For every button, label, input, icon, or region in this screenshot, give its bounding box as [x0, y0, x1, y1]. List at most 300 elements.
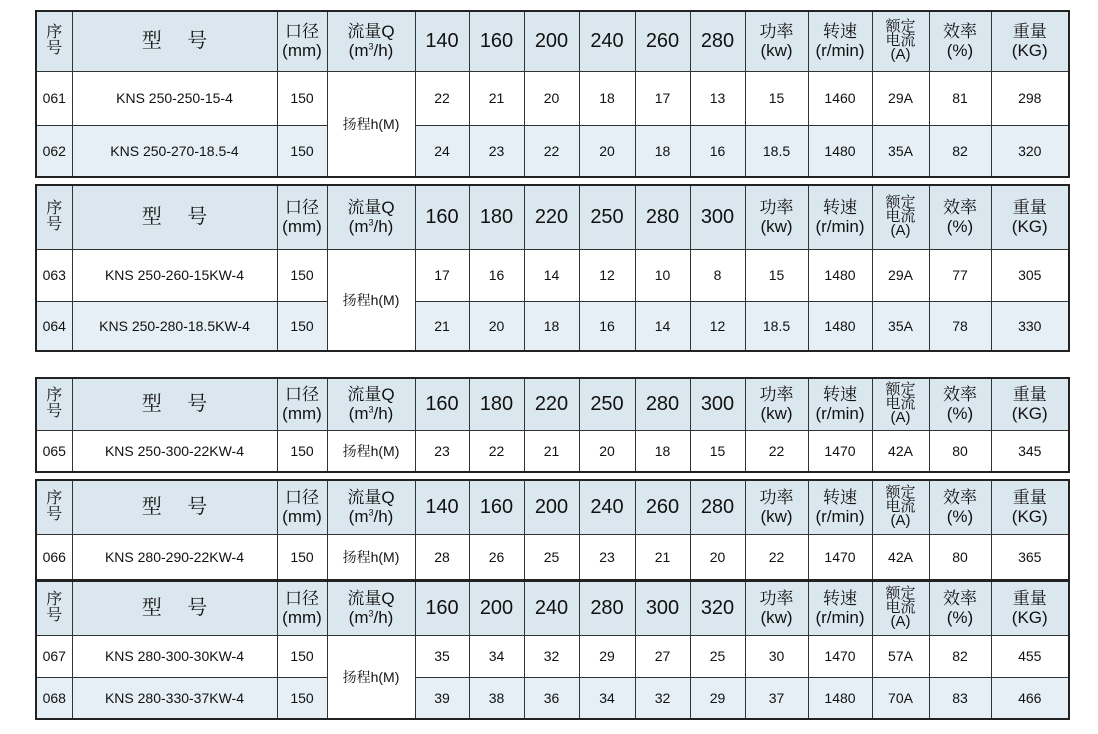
header-model: 型 号 [72, 581, 277, 635]
spec-table [35, 184, 1070, 352]
lift-label: 扬程h(M) [327, 249, 415, 351]
head-value: 18 [524, 301, 579, 351]
header-caliber-line: 口径 [285, 488, 319, 508]
efficiency-cell: 80 [929, 534, 991, 580]
header-flow [327, 185, 415, 249]
header-speed-line: (r/min) [815, 404, 865, 424]
head-value: 21 [415, 301, 469, 351]
header-caliber [277, 11, 327, 71]
head-value: 17 [635, 71, 690, 125]
header-seq [36, 378, 72, 430]
flow-unit-exp: 3 [368, 404, 374, 415]
weight-cell: 466 [991, 677, 1069, 719]
power-cell: 15 [745, 71, 808, 125]
spec-table [35, 580, 1070, 720]
efficiency-cell: 82 [929, 635, 991, 677]
caliber-cell: 150 [277, 635, 327, 677]
spec-table [35, 10, 1070, 178]
flow-value: 300 [635, 581, 690, 635]
header-speed [808, 11, 872, 71]
flow-value: 260 [635, 480, 690, 534]
flow-value: 280 [690, 11, 745, 71]
model-cell: KNS 250-270-18.5-4 [72, 125, 277, 177]
header-flow-title: 流量Q [347, 22, 395, 42]
head-value: 8 [690, 249, 745, 301]
model-cell: KNS 250-250-15-4 [72, 71, 277, 125]
header-power-line: (kw) [760, 507, 793, 527]
current-cell: 29A [872, 249, 929, 301]
header-speed [808, 480, 872, 534]
head-value: 18 [579, 71, 635, 125]
head-value: 12 [690, 301, 745, 351]
header-model: 型 号 [72, 378, 277, 430]
flow-value: 280 [579, 581, 635, 635]
speed-cell: 1480 [808, 249, 872, 301]
flow-value: 240 [579, 480, 635, 534]
header-seq-line: 号 [46, 216, 63, 234]
flow-unit-b: /h) [373, 404, 394, 424]
table-row [36, 125, 1069, 177]
flow-value: 320 [690, 581, 745, 635]
header-current-line: 电流 [885, 395, 916, 413]
spec-table-block [35, 479, 1068, 581]
lift-label: 扬程h(M) [327, 71, 415, 177]
header-caliber-line: (mm) [282, 507, 322, 527]
head-value: 20 [524, 71, 579, 125]
table-row [36, 430, 1069, 472]
head-value: 32 [635, 677, 690, 719]
head-value: 28 [415, 534, 469, 580]
current-cell: 35A [872, 125, 929, 177]
head-value: 21 [524, 430, 579, 472]
header-speed [808, 378, 872, 430]
header-efficiency-line: (%) [946, 404, 974, 424]
header-power [745, 185, 808, 249]
header-weight-line: 重量 [1012, 198, 1047, 218]
table-row [36, 301, 1069, 351]
header-speed-line: 转速 [823, 385, 857, 405]
flow-value: 160 [469, 11, 524, 71]
head-value: 20 [579, 430, 635, 472]
model-cell: KNS 250-300-22KW-4 [72, 430, 277, 472]
head-value: 15 [690, 430, 745, 472]
header-speed-line: 转速 [823, 589, 857, 609]
head-value: 20 [690, 534, 745, 580]
header-flow [327, 480, 415, 534]
header-caliber-line: 口径 [285, 385, 319, 405]
header-power-line: (kw) [760, 217, 793, 237]
flow-unit-a: (m [348, 608, 369, 628]
header-weight-line: 重量 [1012, 22, 1047, 42]
flow-unit-a: (m [348, 507, 369, 527]
header-speed-line: 转速 [823, 488, 857, 508]
head-value: 21 [469, 71, 524, 125]
header-current [872, 581, 929, 635]
spec-table-block [35, 10, 1068, 178]
caliber-cell: 150 [277, 677, 327, 719]
current-cell: 57A [872, 635, 929, 677]
header-power-line: 功率 [759, 488, 794, 508]
header-current-line: 额定 [885, 381, 916, 399]
efficiency-cell: 78 [929, 301, 991, 351]
efficiency-cell: 77 [929, 249, 991, 301]
head-value: 23 [469, 125, 524, 177]
head-value: 38 [469, 677, 524, 719]
weight-cell: 298 [991, 71, 1069, 125]
header-flow-unit [328, 41, 415, 60]
header-speed-line: (r/min) [815, 41, 865, 61]
header-seq-line: 序 [46, 490, 63, 508]
current-cell: 29A [872, 71, 929, 125]
head-value: 24 [415, 125, 469, 177]
header-current-line: 电流 [885, 208, 916, 226]
flow-unit-b: /h) [373, 41, 394, 61]
header-efficiency-line: 效率 [943, 589, 977, 609]
caliber-cell: 150 [277, 534, 327, 580]
flow-value: 140 [415, 11, 469, 71]
header-current-line: 电流 [885, 498, 916, 516]
header-weight [991, 480, 1069, 534]
header-seq-line: 序 [46, 591, 63, 609]
seq-cell: 067 [36, 635, 72, 677]
header-power-line: (kw) [760, 41, 793, 61]
table-row [36, 71, 1069, 125]
header-efficiency [929, 185, 991, 249]
header-weight-line: (KG) [1011, 507, 1048, 527]
header-caliber [277, 581, 327, 635]
header-current-line: (A) [890, 222, 911, 240]
header-caliber-line: 口径 [285, 198, 319, 218]
spec-table-block [35, 377, 1068, 473]
header-weight-line: (KG) [1011, 608, 1048, 628]
header-speed [808, 581, 872, 635]
flow-unit-exp: 3 [368, 41, 374, 52]
header-flow-title: 流量Q [347, 198, 395, 218]
lift-label: 扬程h(M) [327, 534, 415, 580]
header-weight [991, 378, 1069, 430]
header-current-line: 额定 [885, 194, 916, 212]
spec-table-block [35, 184, 1068, 352]
header-current-line: 电流 [885, 599, 916, 617]
current-cell: 42A [872, 430, 929, 472]
header-weight [991, 11, 1069, 71]
lift-label: 扬程h(M) [327, 430, 415, 472]
header-row [36, 11, 1069, 71]
caliber-cell: 150 [277, 430, 327, 472]
head-value: 18 [635, 430, 690, 472]
flow-unit-a: (m [348, 217, 369, 237]
flow-unit-b: /h) [373, 217, 394, 237]
header-current [872, 185, 929, 249]
header-efficiency-line: 效率 [943, 385, 977, 405]
head-value: 39 [415, 677, 469, 719]
header-power [745, 378, 808, 430]
head-value: 23 [579, 534, 635, 580]
power-cell: 37 [745, 677, 808, 719]
model-cell: KNS 280-290-22KW-4 [72, 534, 277, 580]
flow-unit-exp: 3 [368, 507, 374, 518]
head-value: 25 [524, 534, 579, 580]
flow-value: 180 [469, 185, 524, 249]
power-cell: 30 [745, 635, 808, 677]
header-speed-line: (r/min) [815, 507, 865, 527]
flow-value: 280 [690, 480, 745, 534]
speed-cell: 1480 [808, 301, 872, 351]
header-speed-line: (r/min) [815, 217, 865, 237]
flow-value: 240 [579, 11, 635, 71]
flow-unit-exp: 3 [368, 608, 374, 619]
header-row [36, 480, 1069, 534]
head-value: 36 [524, 677, 579, 719]
header-row [36, 581, 1069, 635]
header-power-line: 功率 [759, 198, 794, 218]
head-value: 20 [579, 125, 635, 177]
caliber-cell: 150 [277, 301, 327, 351]
flow-value: 250 [579, 378, 635, 430]
header-flow-unit [328, 608, 415, 627]
header-seq [36, 581, 72, 635]
efficiency-cell: 81 [929, 71, 991, 125]
flow-value: 220 [524, 185, 579, 249]
header-current-line: (A) [890, 512, 911, 530]
current-cell: 70A [872, 677, 929, 719]
header-current-line: (A) [890, 613, 911, 631]
caliber-cell: 150 [277, 125, 327, 177]
head-value: 21 [635, 534, 690, 580]
flow-unit-a: (m [348, 41, 369, 61]
flow-unit-exp: 3 [368, 217, 374, 228]
flow-unit-a: (m [348, 404, 369, 424]
header-weight-line: (KG) [1011, 404, 1048, 424]
header-seq-line: 序 [46, 24, 63, 42]
power-cell: 15 [745, 249, 808, 301]
header-seq [36, 480, 72, 534]
efficiency-cell: 80 [929, 430, 991, 472]
lift-label: 扬程h(M) [327, 635, 415, 719]
header-caliber-line: 口径 [285, 22, 319, 42]
header-weight [991, 185, 1069, 249]
header-current [872, 378, 929, 430]
speed-cell: 1470 [808, 430, 872, 472]
header-caliber [277, 378, 327, 430]
head-value: 16 [469, 249, 524, 301]
current-cell: 35A [872, 301, 929, 351]
header-power-line: 功率 [759, 22, 794, 42]
header-speed-line: (r/min) [815, 608, 865, 628]
header-row [36, 185, 1069, 249]
header-row [36, 378, 1069, 430]
header-model: 型 号 [72, 11, 277, 71]
flow-unit-b: /h) [373, 507, 394, 527]
header-weight-line: 重量 [1012, 589, 1047, 609]
header-caliber [277, 185, 327, 249]
head-value: 22 [469, 430, 524, 472]
header-caliber [277, 480, 327, 534]
header-efficiency-line: (%) [946, 507, 974, 527]
header-power-line: (kw) [760, 404, 793, 424]
header-power [745, 11, 808, 71]
header-seq-line: 序 [46, 200, 63, 218]
head-value: 29 [579, 635, 635, 677]
header-power-line: (kw) [760, 608, 793, 628]
header-flow-unit [328, 404, 415, 423]
header-efficiency [929, 378, 991, 430]
header-seq [36, 11, 72, 71]
header-efficiency [929, 480, 991, 534]
flow-value: 160 [415, 185, 469, 249]
flow-value: 200 [469, 581, 524, 635]
header-power [745, 581, 808, 635]
header-flow [327, 378, 415, 430]
header-seq-line: 号 [46, 40, 63, 58]
seq-cell: 063 [36, 249, 72, 301]
header-efficiency-line: 效率 [943, 488, 977, 508]
speed-cell: 1460 [808, 71, 872, 125]
header-weight-line: (KG) [1011, 41, 1048, 61]
header-efficiency [929, 581, 991, 635]
model-cell: KNS 250-260-15KW-4 [72, 249, 277, 301]
header-current [872, 11, 929, 71]
head-value: 16 [690, 125, 745, 177]
power-cell: 22 [745, 430, 808, 472]
head-value: 12 [579, 249, 635, 301]
header-flow-title: 流量Q [347, 385, 395, 405]
seq-cell: 065 [36, 430, 72, 472]
power-cell: 18.5 [745, 125, 808, 177]
header-current-line: 额定 [885, 585, 916, 603]
head-value: 35 [415, 635, 469, 677]
seq-cell: 061 [36, 71, 72, 125]
header-weight-line: 重量 [1012, 385, 1047, 405]
seq-cell: 064 [36, 301, 72, 351]
head-value: 14 [635, 301, 690, 351]
flow-value: 250 [579, 185, 635, 249]
flow-value: 140 [415, 480, 469, 534]
weight-cell: 330 [991, 301, 1069, 351]
model-cell: KNS 280-330-37KW-4 [72, 677, 277, 719]
header-current-line: 额定 [885, 484, 916, 502]
flow-value: 240 [524, 581, 579, 635]
seq-cell: 066 [36, 534, 72, 580]
speed-cell: 1470 [808, 635, 872, 677]
header-efficiency-line: (%) [946, 608, 974, 628]
header-efficiency [929, 11, 991, 71]
flow-value: 160 [415, 581, 469, 635]
flow-value: 200 [524, 480, 579, 534]
header-efficiency-line: 效率 [943, 22, 977, 42]
head-value: 32 [524, 635, 579, 677]
weight-cell: 305 [991, 249, 1069, 301]
header-flow-title: 流量Q [347, 488, 395, 508]
header-flow [327, 11, 415, 71]
header-efficiency-line: (%) [946, 41, 974, 61]
spec-table [35, 479, 1070, 581]
header-seq-line: 号 [46, 506, 63, 524]
seq-cell: 068 [36, 677, 72, 719]
header-current-line: 额定 [885, 18, 916, 36]
speed-cell: 1480 [808, 125, 872, 177]
header-caliber-line: 口径 [285, 589, 319, 609]
caliber-cell: 150 [277, 249, 327, 301]
head-value: 13 [690, 71, 745, 125]
head-value: 27 [635, 635, 690, 677]
header-flow [327, 581, 415, 635]
header-flow-title: 流量Q [347, 589, 395, 609]
head-value: 26 [469, 534, 524, 580]
flow-value: 280 [635, 378, 690, 430]
header-caliber-line: (mm) [282, 404, 322, 424]
header-weight-line: 重量 [1012, 488, 1047, 508]
spec-table-block [35, 580, 1068, 720]
model-cell: KNS 280-300-30KW-4 [72, 635, 277, 677]
weight-cell: 345 [991, 430, 1069, 472]
header-model: 型 号 [72, 185, 277, 249]
header-power-line: 功率 [759, 589, 794, 609]
header-caliber-line: (mm) [282, 41, 322, 61]
flow-value: 280 [635, 185, 690, 249]
header-speed [808, 185, 872, 249]
weight-cell: 365 [991, 534, 1069, 580]
flow-value: 220 [524, 378, 579, 430]
header-current-line: (A) [890, 46, 911, 64]
head-value: 29 [690, 677, 745, 719]
flow-value: 160 [415, 378, 469, 430]
flow-value: 200 [524, 11, 579, 71]
weight-cell: 320 [991, 125, 1069, 177]
table-row [36, 677, 1069, 719]
speed-cell: 1470 [808, 534, 872, 580]
header-current-line: 电流 [885, 32, 916, 50]
speed-cell: 1480 [808, 677, 872, 719]
header-efficiency-line: (%) [946, 217, 974, 237]
head-value: 20 [469, 301, 524, 351]
head-value: 22 [415, 71, 469, 125]
table-row [36, 249, 1069, 301]
head-value: 10 [635, 249, 690, 301]
flow-unit-b: /h) [373, 608, 394, 628]
header-power [745, 480, 808, 534]
head-value: 16 [579, 301, 635, 351]
header-seq [36, 185, 72, 249]
power-cell: 18.5 [745, 301, 808, 351]
efficiency-cell: 82 [929, 125, 991, 177]
head-value: 18 [635, 125, 690, 177]
header-efficiency-line: 效率 [943, 198, 977, 218]
head-value: 17 [415, 249, 469, 301]
header-flow-unit [328, 507, 415, 526]
header-seq-line: 号 [46, 607, 63, 625]
head-value: 14 [524, 249, 579, 301]
weight-cell: 455 [991, 635, 1069, 677]
head-value: 34 [579, 677, 635, 719]
header-current-line: (A) [890, 409, 911, 427]
head-value: 23 [415, 430, 469, 472]
header-flow-unit [328, 217, 415, 236]
model-cell: KNS 250-280-18.5KW-4 [72, 301, 277, 351]
head-value: 34 [469, 635, 524, 677]
head-value: 25 [690, 635, 745, 677]
header-caliber-line: (mm) [282, 217, 322, 237]
head-value: 22 [524, 125, 579, 177]
header-caliber-line: (mm) [282, 608, 322, 628]
flow-value: 300 [690, 185, 745, 249]
header-current [872, 480, 929, 534]
flow-value: 160 [469, 480, 524, 534]
header-speed-line: 转速 [823, 198, 857, 218]
efficiency-cell: 83 [929, 677, 991, 719]
flow-value: 180 [469, 378, 524, 430]
table-row [36, 534, 1069, 580]
